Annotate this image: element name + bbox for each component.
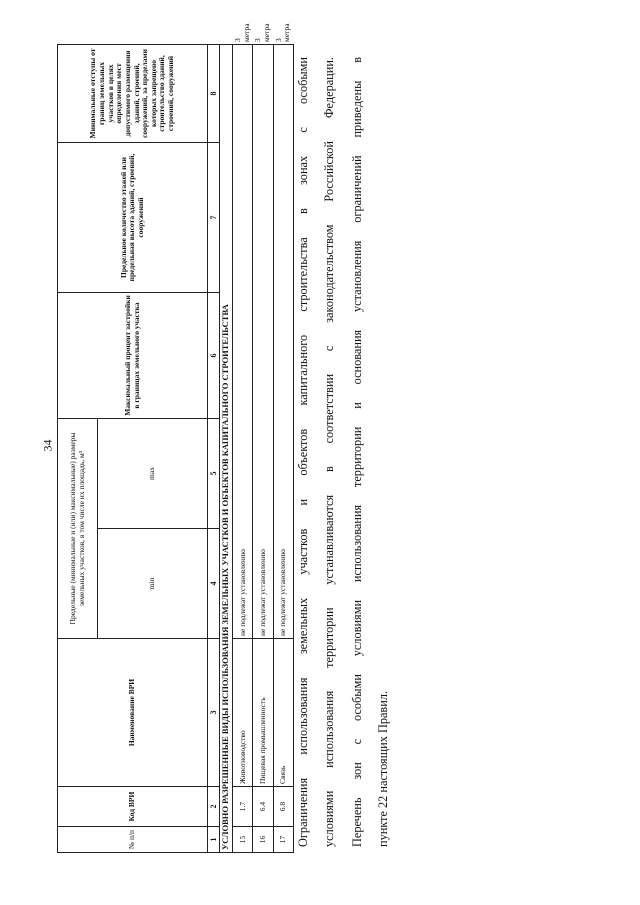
col-number-3: 3 bbox=[208, 639, 220, 787]
regulations-table bbox=[57, 23, 294, 853]
col-number-7: 7 bbox=[208, 143, 220, 293]
row-sizes: не подлежат установлению bbox=[273, 45, 293, 639]
header-max: max bbox=[98, 419, 208, 529]
row-sizes: не подлежат установлению bbox=[253, 45, 273, 639]
row-num: 16 bbox=[253, 827, 273, 853]
table-row: 16 6.4 Пищевая промышленность не подлежат установлению 3 метра bbox=[253, 45, 273, 853]
col-number-4: 4 bbox=[208, 529, 220, 639]
header-code: Код ВРИ bbox=[58, 787, 208, 827]
header-name: Наименование ВРИ bbox=[58, 639, 208, 787]
col-number-2: 2 bbox=[208, 787, 220, 827]
row-code: 6.8 bbox=[273, 787, 293, 827]
paragraph-2-line-2: пункте 22 настоящих Правил. bbox=[376, 690, 390, 847]
header-num: № п/п bbox=[58, 827, 208, 853]
header-percent: Максимальный процент застройки в границах земельного участка bbox=[58, 293, 208, 419]
header-row-top bbox=[58, 45, 98, 853]
row-num: 17 bbox=[273, 827, 293, 853]
row-name: Животноводство bbox=[233, 639, 253, 787]
table-row: 17 6.8 Связь не подлежат установлению 3 метра bbox=[273, 45, 293, 853]
paragraph-1-line-1: Ограничения использования земельных участков и объектов капитального строительства в зонах с особыми bbox=[296, 57, 310, 847]
header-setback: Минимальные отступы от границ земельных участков в целях определения мест допустимого размещения зданий, строений, сооружений, за пределами которых запрещено строительство зданий, строений, сооружений bbox=[58, 45, 208, 143]
row-sizes: не подлежат установлению bbox=[233, 45, 253, 639]
table-row: 15 1.7 Животноводство не подлежат установлению 3 метра bbox=[233, 45, 253, 853]
paragraph-2-line-1: Перечень зон с особыми условиями использования территории и основания установления ограничений приведены в bbox=[350, 57, 364, 847]
row-name: Пищевая промышленность bbox=[253, 639, 273, 787]
col-number-1: 1 bbox=[208, 827, 220, 853]
row-code: 1.7 bbox=[233, 787, 253, 827]
paragraph-1-line-2: условиями использования территории устанавливаются в соответствии с законодательством Российской Федерации. bbox=[322, 57, 336, 847]
col-number-8: 8 bbox=[208, 45, 220, 143]
page-number: 34 bbox=[40, 439, 55, 451]
row-num: 15 bbox=[233, 827, 253, 853]
col-number-5: 5 bbox=[208, 419, 220, 529]
section-title: УСЛОВНО РАЗРЕШЕННЫЕ ВИДЫ ИСПОЛЬЗОВАНИЯ ЗЕМЕЛЬНЫХ УЧАСТКОВ И ОБЪЕКТОВ КАПИТАЛЬНОГО СТРОИТЕЛЬСТВА bbox=[220, 45, 233, 853]
row-code: 6.4 bbox=[253, 787, 273, 827]
row-name: Связь bbox=[273, 639, 293, 787]
section-row bbox=[220, 45, 233, 853]
header-floors: Предельное количество этажей или предельная высота зданий, строений, сооружений bbox=[58, 143, 208, 293]
regulations-table-wrapper bbox=[57, 23, 292, 853]
header-sizes-group: Предельные (минимальные и (или) максимальные) размеры земельных участков, в том числе их площадь, м² bbox=[58, 419, 98, 639]
header-min: min bbox=[98, 529, 208, 639]
column-number-row bbox=[208, 45, 220, 853]
col-number-6: 6 bbox=[208, 293, 220, 419]
